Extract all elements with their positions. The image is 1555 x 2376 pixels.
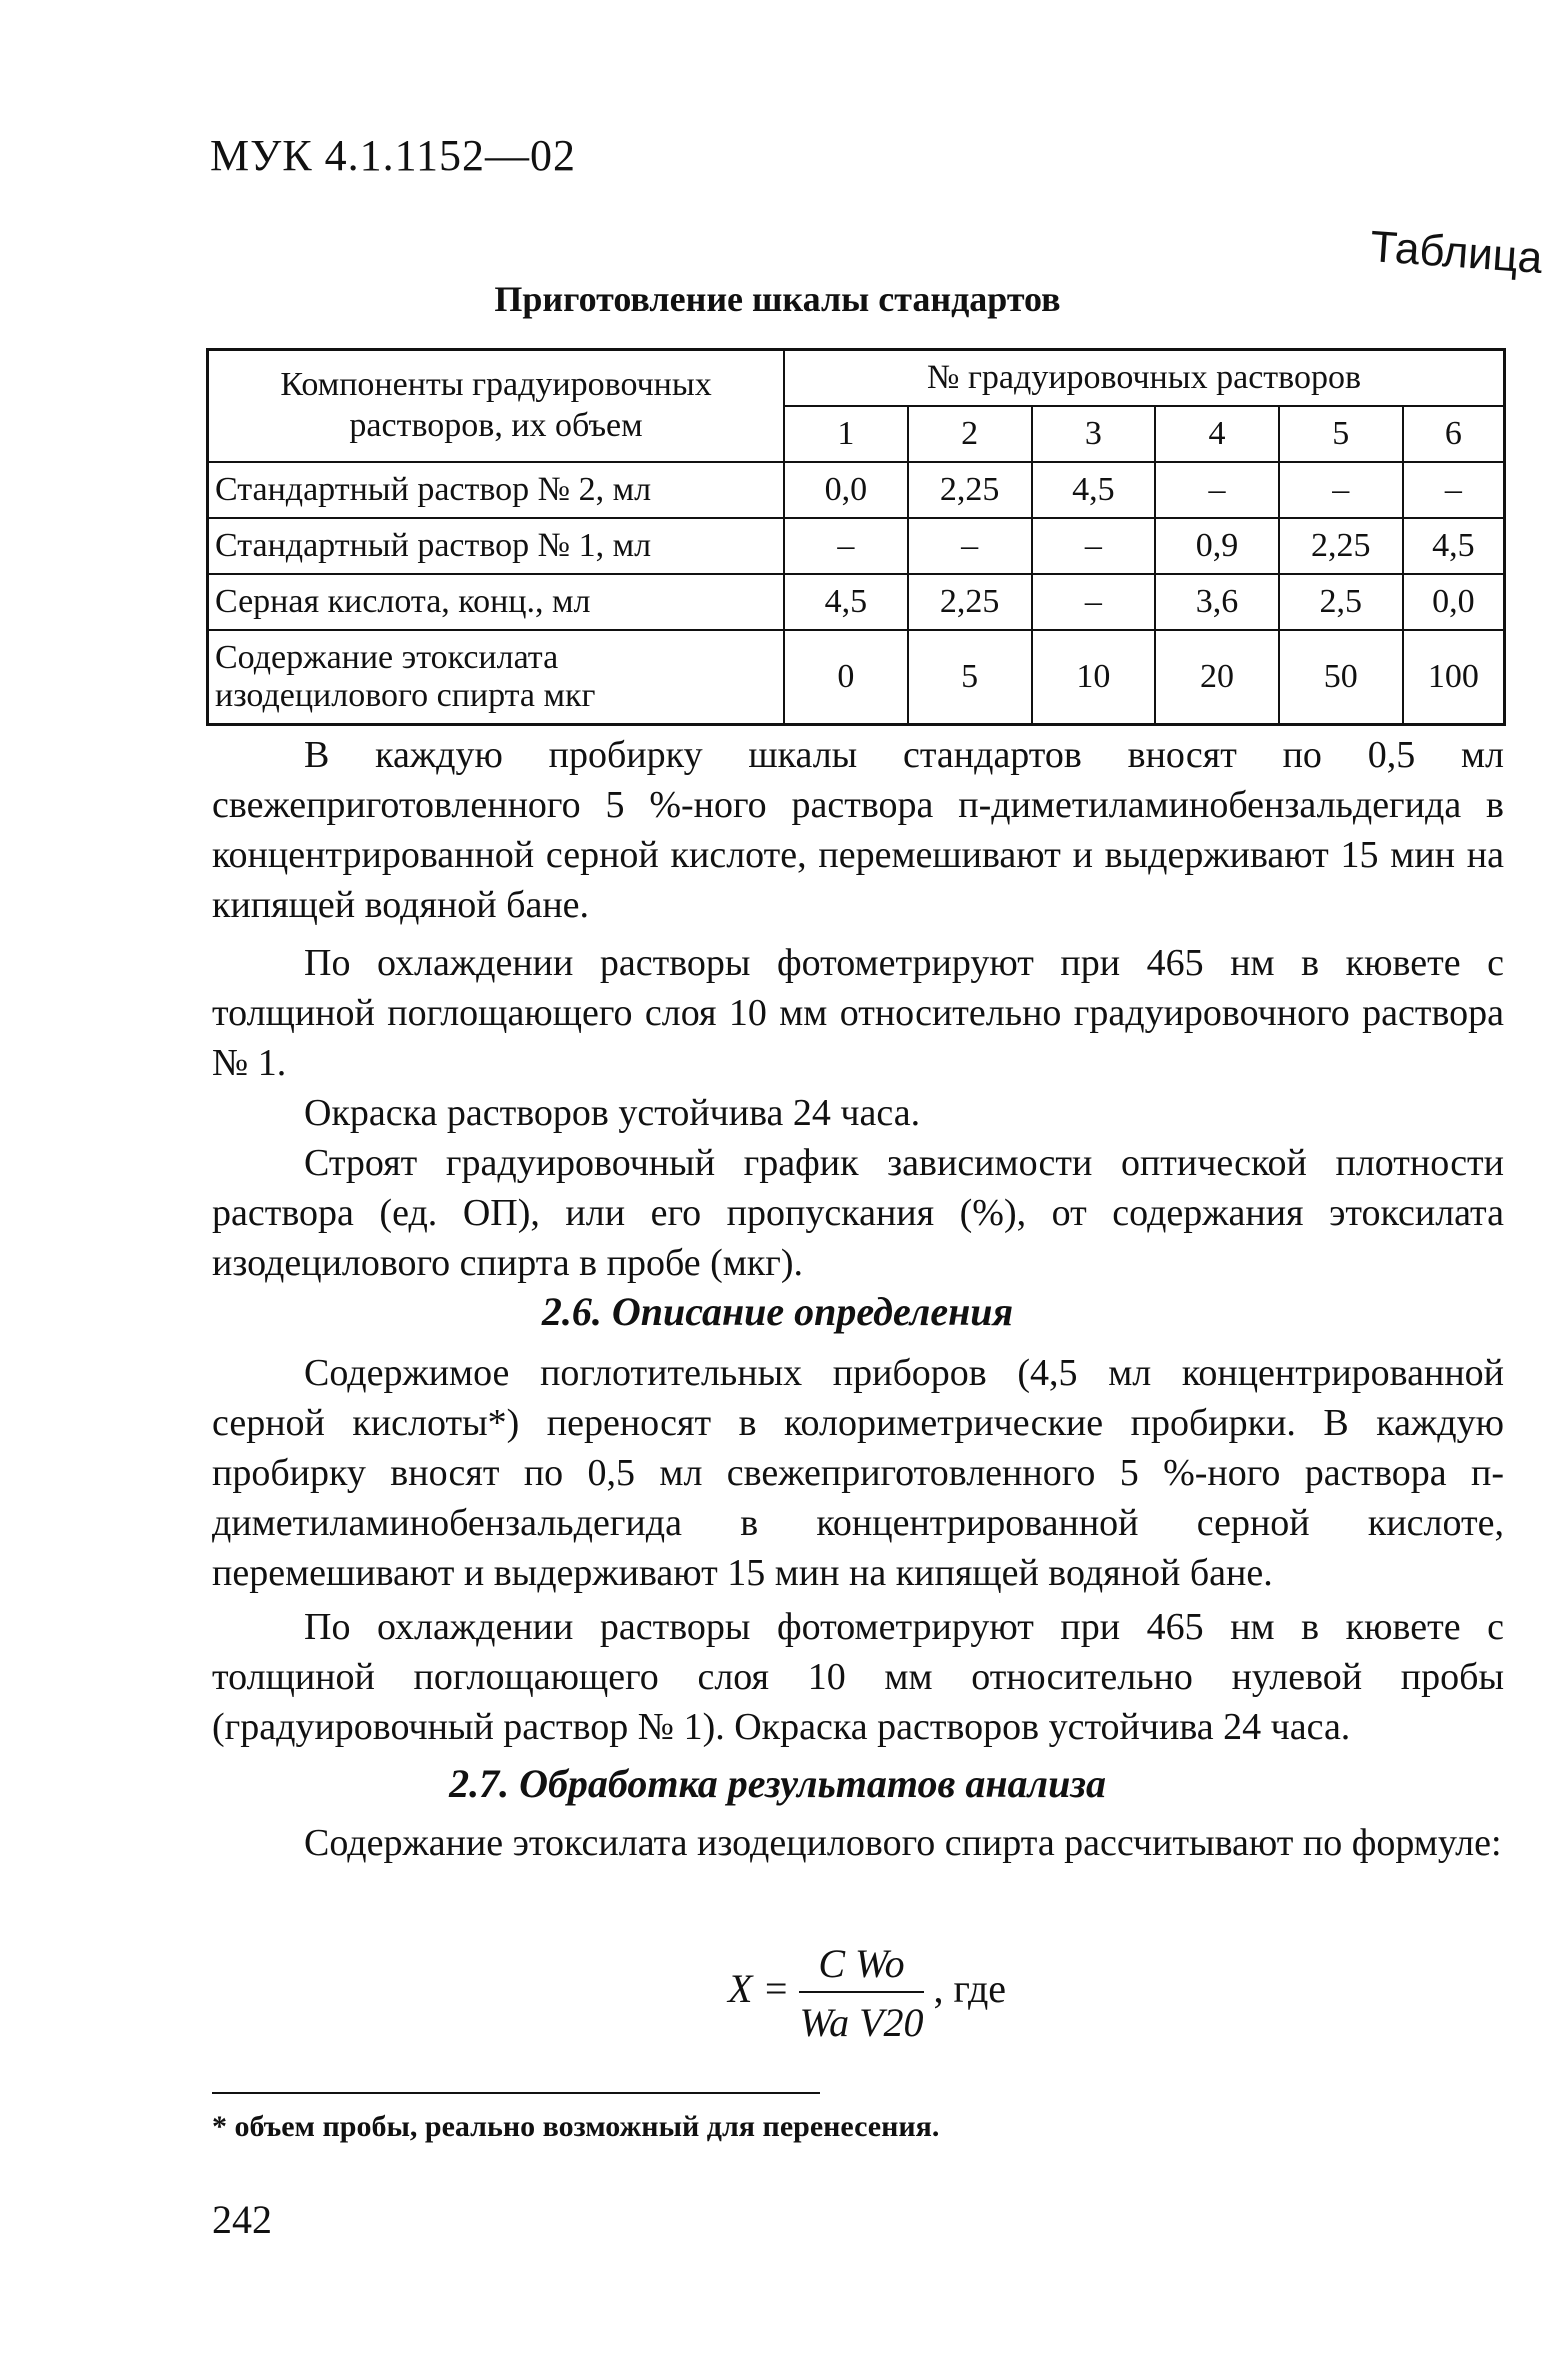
header-num: 4 [1155, 406, 1279, 462]
cell: 0,0 [1403, 574, 1505, 630]
cell: – [1403, 462, 1505, 518]
cell: 0 [784, 630, 908, 725]
cell: 2,25 [1279, 518, 1403, 574]
header-solutions: № градуировочных растворов [784, 350, 1504, 407]
paragraph: Содержимое поглотительных приборов (4,5 мл концентрированной серной кислоты*) переносят в колориметрические пробирки. В каждую пробирку вносят по 0,5 мл свежеприготовленного 5 %-ного раствора п-диметиламинобензальдегида в концентрированной серной кислоте, перемешивают и выдерживают 15 мин на кипящей водяной бане. [212, 1352, 1504, 1594]
cell: 2,5 [1279, 574, 1403, 630]
cell: 5 [908, 630, 1032, 725]
paragraph: Окраска растворов устойчива 24 часа. [304, 1092, 921, 1134]
formula [728, 1940, 1006, 2046]
cell: 0,0 [784, 462, 908, 518]
table-title: Приготовление шкалы стандартов [494, 279, 1061, 319]
header-components: Компоненты градуировочных растворов, их объем [208, 350, 785, 463]
row-label: Содержание этоксилата изодецилового спирта мкг [208, 630, 785, 725]
paragraph: По охлаждении растворы фотометрируют при 465 нм в кювете с толщиной поглощающего слоя 10 мм относительно градуировочного раствора № 1. [212, 942, 1504, 1084]
row-label: Серная кислота, конц., мл [208, 574, 785, 630]
cell: – [1155, 462, 1279, 518]
formula-numerator: C Wo [799, 1940, 923, 1993]
cell: – [1032, 574, 1156, 630]
document-code: МУК 4.1.1152—02 [210, 131, 576, 180]
cell: – [1032, 518, 1156, 574]
cell: 4,5 [1032, 462, 1156, 518]
cell: – [784, 518, 908, 574]
section-heading: 2.6. Описание определения [541, 1289, 1014, 1334]
cell: 2,25 [908, 574, 1032, 630]
section-heading: 2.7. Обработка результатов анализа [449, 1761, 1106, 1806]
header-num: 2 [908, 406, 1032, 462]
cell: 100 [1403, 630, 1505, 725]
page-number: 242 [212, 2197, 272, 2242]
header-num: 3 [1032, 406, 1156, 462]
cell: – [1279, 462, 1403, 518]
paragraph: Строят градуировочный график зависимости оптической плотности раствора (ед. ОП), или его пропускания (%), от содержания этоксилата изодецилового спирта в пробе (мкг). [212, 1142, 1504, 1284]
cell: – [908, 518, 1032, 574]
cell: 4,5 [784, 574, 908, 630]
formula-fraction [799, 1940, 923, 2046]
paragraph: В каждую пробирку шкалы стандартов вносят по 0,5 мл свежеприготовленного 5 %-ного раствора п-диметиламинобензальдегида в концентрированной серной кислоте, перемешивают и выдерживают 15 мин на кипящей водяной бане. [212, 734, 1504, 926]
table-row [208, 462, 1505, 518]
row-label: Стандартный раствор № 1, мл [208, 518, 785, 574]
header-num: 5 [1279, 406, 1403, 462]
cell: 4,5 [1403, 518, 1505, 574]
cell: 50 [1279, 630, 1403, 725]
footnote: * объем пробы, реально возможный для перенесения. [212, 2110, 940, 2143]
formula-lhs: X = [728, 1966, 790, 2012]
table-row [208, 630, 1505, 725]
header-num: 1 [784, 406, 908, 462]
header-num: 6 [1403, 406, 1505, 462]
paragraph: Содержание этоксилата изодецилового спирта рассчитывают по формуле: [304, 1822, 1502, 1864]
formula-denominator: Wa V20 [799, 2000, 924, 2045]
row-label: Стандартный раствор № 2, мл [208, 462, 785, 518]
standards-table [206, 348, 1506, 726]
cell: 0,9 [1155, 518, 1279, 574]
table-row [208, 574, 1505, 630]
cell: 20 [1155, 630, 1279, 725]
cell: 3,6 [1155, 574, 1279, 630]
cell: 2,25 [908, 462, 1032, 518]
formula-tail: , где [933, 1966, 1007, 2012]
footnote-divider [212, 2092, 820, 2094]
table-caption-word: Таблица [1368, 222, 1545, 283]
cell: 10 [1032, 630, 1156, 725]
paragraph: По охлаждении растворы фотометрируют при 465 нм в кювете с толщиной поглощающего слоя 10 мм относительно нулевой пробы (градуировочный раствор № 1). Окраска растворов устойчива 24 часа. [212, 1606, 1504, 1748]
table-row [208, 518, 1505, 574]
